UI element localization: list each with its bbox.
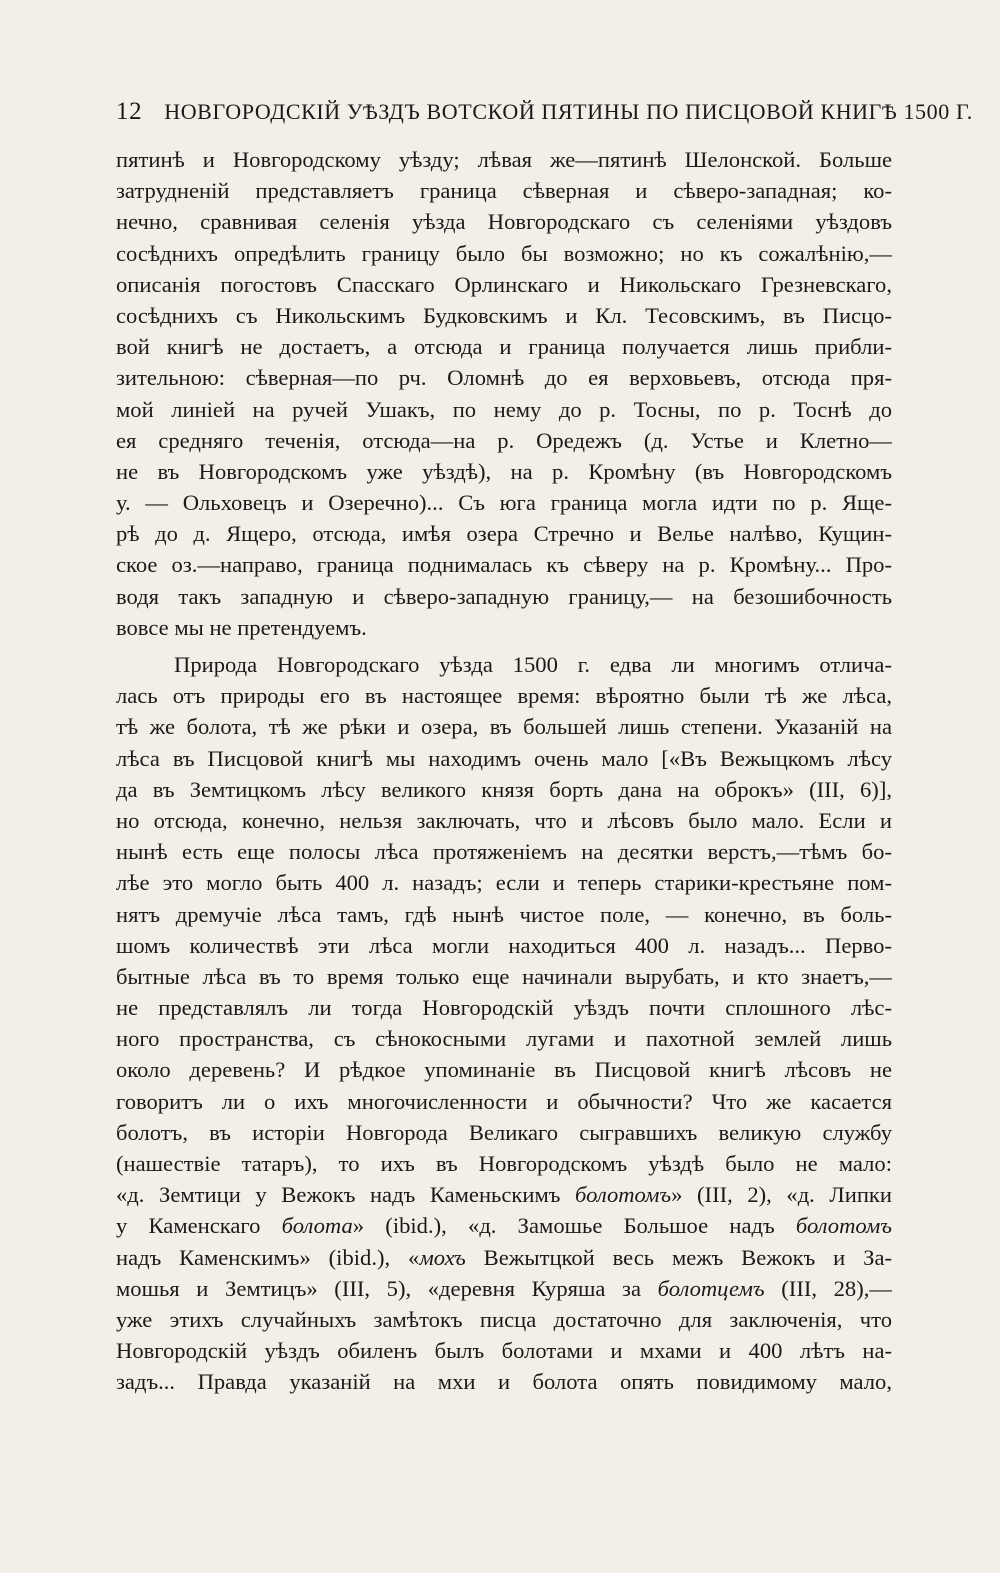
- text-segment: (нашествіе татаръ), то ихъ въ Новгородскомъ уѣздѣ было не мало:: [116, 1151, 892, 1176]
- text-segment: да въ Земтицкомъ лѣсу великого князя борть дана на оброкъ» (III, 6)],: [116, 776, 892, 802]
- text-segment: ея средняго теченія, отсюда—на р. Оредежъ (д. Устье и Клетно—: [116, 427, 892, 453]
- text-segment: ское оз.—направо, граница поднималась къ сѣверу на р. Кромѣну... Про-: [116, 552, 892, 578]
- text-segment: болотъ, въ исторіи Новгорода Великаго сыгравшихъ великую службу: [116, 1119, 892, 1145]
- text-line: [116, 1242, 892, 1273]
- text-segment: не представлялъ ли тогда Новгородскій уѣздъ почти сплошного лѣс-: [116, 995, 892, 1021]
- text-line: [116, 1086, 892, 1117]
- text-line: [116, 456, 892, 487]
- text-segment: сосѣднихъ съ Никольскимъ Будковскимъ и Кл. Тесовскимъ, въ Писцо-: [116, 302, 892, 328]
- text-line: [116, 581, 892, 612]
- text-line: [116, 711, 892, 742]
- text-line: [116, 1210, 892, 1241]
- text-segment: нынѣ есть еще полосы лѣса протяженіемъ на десятки верстъ,—тѣмъ бо-: [116, 839, 892, 865]
- text-segment: вой книгѣ не достаетъ, а отсюда и граница получается лишь прибли-: [116, 334, 892, 360]
- page-number: 12: [116, 98, 143, 125]
- text-segment: нечно, сравнивая селенія уѣзда Новгородскаго съ селеніями уѣздовъ: [116, 209, 892, 235]
- text-line: [116, 144, 892, 175]
- text-segment: задъ... Правда указаній на мхи и болота опять повидимому мало,: [116, 1369, 892, 1395]
- text-line: [116, 1054, 892, 1085]
- text-segment: Новгородскій уѣздъ обиленъ былъ болотами и мхами и 400 лѣтъ на-: [116, 1338, 892, 1364]
- text-line: [116, 867, 892, 898]
- italic-text: болота: [281, 1213, 353, 1239]
- text-line: [116, 899, 892, 930]
- text-segment: у Каменскаго: [116, 1213, 282, 1239]
- text-segment: » (ibid.), «д. Замошье Большое надъ: [352, 1213, 796, 1239]
- text-segment: говоритъ ли о ихъ многочисленности и обычности? Что же касается: [116, 1088, 892, 1114]
- italic-text: болотомъ: [795, 1213, 892, 1239]
- text-segment: уже этихъ случайныхъ замѣтокъ писца достаточно для заключенія, что: [116, 1306, 892, 1332]
- text-line: [116, 805, 892, 836]
- text-line: [116, 362, 892, 393]
- text-segment: бытные лѣса въ то время только еще начинали вырубать, и кто знаетъ,—: [116, 963, 892, 989]
- text-line: [116, 175, 892, 206]
- text-line: [116, 1273, 892, 1304]
- text-line: [116, 1366, 892, 1397]
- italic-text: болотцемъ: [657, 1275, 765, 1301]
- text-line: [116, 612, 892, 643]
- text-line: [116, 1304, 892, 1335]
- text-segment: нятъ дремучіе лѣса тамъ, гдѣ нынѣ чистое поле, — конечно, въ боль-: [116, 901, 892, 927]
- text-segment: лѣе это могло быть 400 л. назадъ; если и теперь старики-крестьяне пом-: [116, 870, 892, 896]
- text-line: [116, 549, 892, 580]
- text-segment: сосѣднихъ опредѣлить границу было бы возможно; но къ сожалѣнію,—: [116, 240, 892, 266]
- text-line: [116, 930, 892, 961]
- text-line: [116, 1148, 892, 1179]
- running-header: [116, 98, 973, 126]
- text-segment: надъ Каменскимъ» (ibid.), «: [116, 1244, 420, 1270]
- text-line: [116, 238, 892, 269]
- text-segment: Вежытцкой весь межъ Вежокъ и За-: [465, 1244, 892, 1270]
- text-line: [116, 836, 892, 867]
- text-line: [116, 425, 892, 456]
- text-line: [116, 487, 892, 518]
- text-segment: мой линіей на ручей Ушакъ, по нему до р. Тосны, по р. Тоснѣ до: [116, 396, 892, 422]
- text-segment: «д. Земтици у Вежокъ надъ Каменьскимъ: [116, 1182, 576, 1208]
- text-segment: у. — Ольховецъ и Озеречно)... Съ юга граница могла идти по р. Яще-: [116, 490, 892, 516]
- text-segment: но отсюда, конечно, нельзя заключать, что и лѣсовъ было мало. Если и: [116, 807, 892, 833]
- italic-text: болотомъ: [575, 1182, 672, 1208]
- italic-text: мохъ: [419, 1244, 466, 1270]
- text-segment: лась отъ природы его въ настоящее время: вѣроятно были тѣ же лѣса,: [116, 683, 892, 709]
- text-line: [116, 518, 892, 549]
- text-segment: не въ Новгородскомъ уже уѣздѣ), на р. Кромѣну (въ Новгородскомъ: [116, 458, 892, 484]
- running-title: НОВГОРОДСКІЙ УѢЗДЪ ВОТСКОЙ ПЯТИНЫ ПО ПИСЦОВОЙ КНИГѢ 1500 Г.: [164, 99, 973, 124]
- text-line: [116, 1179, 892, 1210]
- text-segment: затрудненій представляетъ граница сѣверная и сѣверо-западная; ко-: [116, 178, 892, 204]
- text-line: [116, 394, 892, 425]
- text-line: [116, 680, 892, 711]
- text-segment: » (III, 2), «д. Липки: [671, 1182, 892, 1208]
- text-line: [116, 992, 892, 1023]
- text-segment: (III, 28),—: [764, 1275, 892, 1301]
- text-line: [116, 961, 892, 992]
- text-segment: рѣ до д. Ящеро, отсюда, имѣя озера Стречно и Велье налѣво, Кущин-: [116, 521, 892, 547]
- text-segment: вовсе мы не претендуемъ.: [116, 614, 367, 640]
- text-segment: водя такъ западную и сѣверо-западную границу,— на безошибочность: [116, 583, 892, 609]
- text-line: [116, 774, 892, 805]
- text-segment: тѣ же болота, тѣ же рѣки и озера, въ большей лишь степени. Указаній на: [116, 714, 892, 740]
- text-segment: лѣса въ Писцовой книгѣ мы находимъ очень мало [«Въ Вежыцкомъ лѣсу: [116, 745, 892, 771]
- text-line: [116, 1023, 892, 1054]
- text-segment: мошья и Земтицъ» (III, 5), «деревня Куряша за: [116, 1275, 658, 1301]
- text-line: [116, 206, 892, 237]
- text-segment: зительною: сѣверная—по рч. Оломнѣ до ея верховьевъ, отсюда пря-: [116, 365, 892, 391]
- text-segment: шомъ количествѣ эти лѣса могли находиться 400 л. назадъ... Перво-: [116, 932, 892, 958]
- text-line: [116, 1335, 892, 1366]
- text-segment: около деревень? И рѣдкое упоминаніе въ Писцовой книгѣ лѣсовъ не: [116, 1057, 892, 1083]
- body-text: [116, 144, 892, 1398]
- text-line: [116, 743, 892, 774]
- text-line: [116, 300, 892, 331]
- text-segment: Природа Новгородскаго уѣзда 1500 г. едва ли многимъ отлича-: [174, 652, 892, 677]
- text-line: [116, 269, 892, 300]
- text-segment: описанія погостовъ Спасскаго Орлинскаго и Никольскаго Грезневскаго,: [116, 271, 892, 297]
- text-segment: ного пространства, съ сѣнокосными лугами и пахотной землей лишь: [116, 1026, 892, 1052]
- text-line: [116, 331, 892, 362]
- text-line: [116, 1117, 892, 1148]
- text-segment: пятинѣ и Новгородскому уѣзду; лѣвая же—пятинѣ Шелонской. Больше: [116, 147, 892, 172]
- text-line: [116, 649, 892, 680]
